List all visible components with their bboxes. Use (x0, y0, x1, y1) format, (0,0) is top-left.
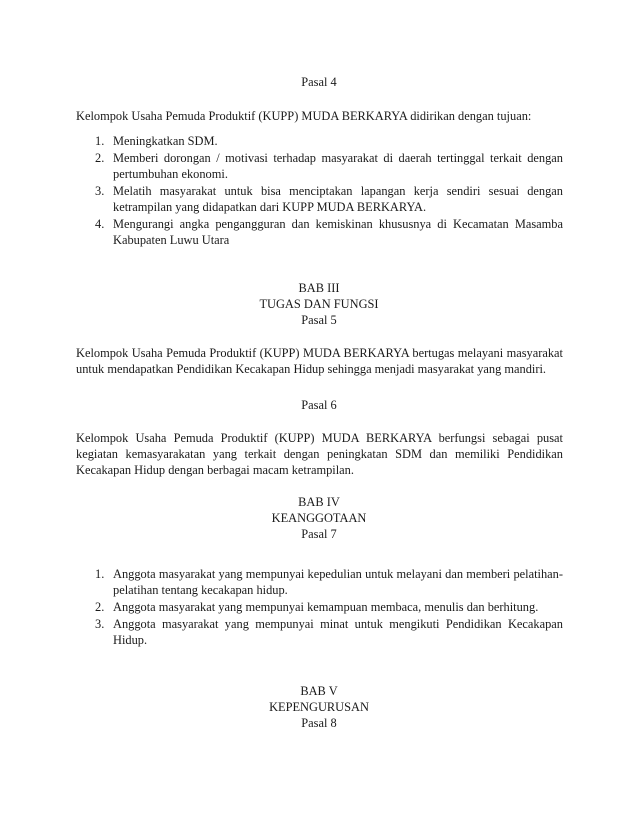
list-number: 1. (95, 567, 105, 581)
pasal-6-text: Kelompok Usaha Pemuda Produktif (KUPP) MUDA BERKARYA berfungsi sebagai pusat kegiatan kemasyarakatan yang terkait dengan peningkatan SDM dan memiliki Pendidikan Kecakapan Hidup dengan berbagai macam ketrampilan. (76, 431, 563, 477)
list-item (95, 183, 563, 216)
list-item-text: Anggota masyarakat yang mempunyai kepedulian untuk melayani dan memberi pelatihan-pelatihan tentang kecakapan hidup. (113, 567, 563, 597)
pasal-7-heading: Pasal 7 (301, 527, 337, 541)
bab-3-label: BAB III (298, 281, 340, 295)
list-item-text: Anggota masyarakat yang mempunyai minat untuk mengikuti Pendidikan Kecakapan Hidup. (113, 617, 563, 647)
list-item (95, 216, 563, 249)
list-item-text: Memberi dorongan / motivasi terhadap masyarakat di daerah tertinggal terkait dengan pertumbuhan ekonomi. (113, 151, 563, 181)
list-number: 1. (95, 134, 105, 148)
bab-4-label: BAB IV (298, 495, 340, 509)
pasal-8-heading: Pasal 8 (301, 716, 337, 730)
pasal-5-text: Kelompok Usaha Pemuda Produktif (KUPP) MUDA BERKARYA bertugas melayani masyarakat untuk mendapatkan Pendidikan Kecakapan Hidup sehingga menjadi masyarakat yang mandiri. (76, 346, 563, 376)
list-number: 4. (95, 217, 105, 231)
list-item (95, 616, 563, 649)
list-item-text: Melatih masyarakat untuk bisa menciptakan lapangan kerja sendiri sesuai dengan ketrampilan yang didapatkan dari KUPP MUDA BERKARYA. (113, 184, 563, 214)
list-number: 2. (95, 600, 105, 614)
pasal-4-heading: Pasal 4 (301, 75, 337, 89)
pasal-6-heading: Pasal 6 (301, 398, 337, 412)
list-item (95, 566, 563, 599)
list-item (95, 150, 563, 183)
list-number: 3. (95, 184, 105, 198)
list-item-text: Anggota masyarakat yang mempunyai kemampuan membaca, menulis dan berhitung. (113, 600, 539, 614)
bab-4-title: KEANGGOTAAN (271, 511, 367, 525)
pasal-4-list (95, 133, 563, 249)
list-item (95, 133, 563, 150)
list-number: 3. (95, 617, 105, 631)
list-number: 2. (95, 151, 105, 165)
bab-3-title: TUGAS DAN FUNGSI (259, 297, 379, 311)
pasal-5-heading: Pasal 5 (301, 313, 337, 327)
pasal-4-intro: Kelompok Usaha Pemuda Produktif (KUPP) MUDA BERKARYA didirikan dengan tujuan: (76, 109, 532, 123)
list-item (95, 599, 563, 616)
list-item-text: Meningkatkan SDM. (113, 134, 218, 148)
list-item-text: Mengurangi angka pengangguran dan kemiskinan khususnya di Kecamatan Masamba Kabupaten Luwu Utara (113, 217, 563, 247)
pasal-7-list (95, 566, 563, 649)
bab-5-label: BAB V (300, 684, 338, 698)
bab-5-title: KEPENGURUSAN (269, 700, 369, 714)
